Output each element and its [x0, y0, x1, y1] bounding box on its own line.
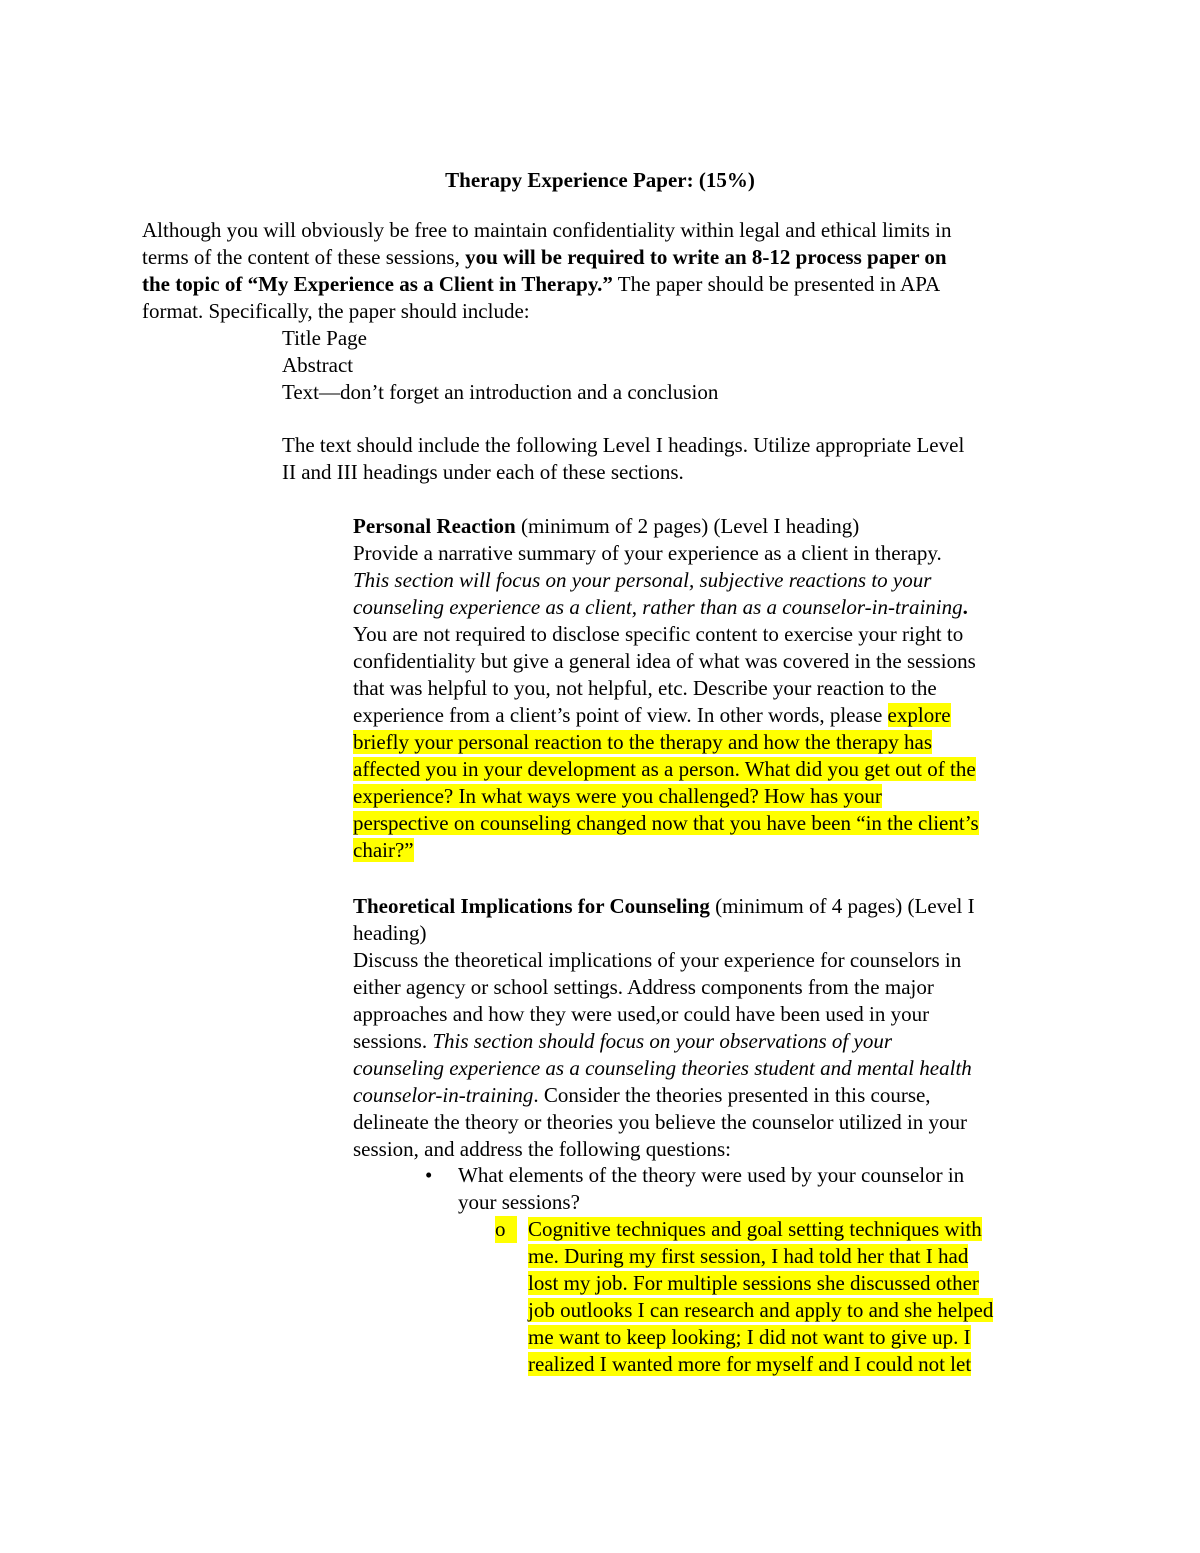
highlighted-text: explore	[887, 703, 951, 727]
section-line: Provide a narrative summary of your experience as a client in therapy.	[353, 541, 942, 565]
section-line	[353, 783, 1065, 810]
circle-bullet-icon: o	[495, 1216, 517, 1243]
question-line: What elements of the theory were used by your counselor in	[458, 1163, 965, 1187]
intro-bold-text: the topic of “My Experience as a Client in Therapy.”	[142, 272, 613, 296]
document-title: Therapy Experience Paper: (15%)	[445, 168, 755, 192]
question-line: your sessions?	[458, 1190, 580, 1214]
intro-paragraph	[142, 217, 1062, 325]
intro-line	[142, 244, 1062, 271]
italic-text: This section will focus on your personal, subjective reactions to your	[353, 568, 932, 592]
section-line	[353, 756, 1065, 783]
intro-line: format. Specifically, the paper should include:	[142, 299, 530, 323]
section-line	[353, 567, 1065, 594]
intro-line: Although you will obviously be free to maintain confidentiality within legal and ethical limits in	[142, 218, 952, 242]
section-line	[353, 1082, 1065, 1109]
highlighted-text: me. During my first session, I had told her that I had	[528, 1244, 969, 1268]
section-line: approaches and how they were used,or could have been used in your	[353, 1002, 930, 1026]
section-personal-reaction	[353, 513, 1065, 864]
section-heading-rest: (minimum of 4 pages) (Level I	[709, 894, 975, 918]
include-item-abstract: Abstract	[282, 353, 354, 377]
headings-note	[282, 432, 1062, 486]
section-line: You are not required to disclose specific content to exercise your right to	[353, 622, 964, 646]
italic-text: This section should focus on your observations of your	[432, 1029, 893, 1053]
plain-text: experience from a client’s point of view. In other words, please	[353, 703, 888, 727]
highlighted-text: realized I wanted more for myself and I could not let	[528, 1352, 972, 1376]
highlighted-text: briefly your personal reaction to the therapy and how the therapy has	[353, 730, 933, 754]
highlighted-text: me want to keep looking; I did not want to give up. I	[528, 1325, 971, 1349]
answer-line	[528, 1270, 1063, 1297]
italic-text: counseling experience as a counseling theories student and mental health	[353, 1056, 972, 1080]
section-line: that was helpful to you, not helpful, etc. Describe your reaction to the	[353, 676, 937, 700]
italic-text: counseling experience as a client, rather than as a counselor-in-training	[353, 595, 963, 619]
plain-text: sessions.	[353, 1029, 433, 1053]
section-line: confidentiality but give a general idea of what was covered in the sessions	[353, 649, 976, 673]
intro-line	[142, 271, 1062, 298]
intro-text: terms of the content of these sessions,	[142, 245, 466, 269]
answer-line	[528, 1216, 1063, 1243]
question-text	[458, 1162, 1058, 1216]
answer-line	[528, 1243, 1063, 1270]
answer-line	[528, 1324, 1063, 1351]
highlighted-text: Cognitive techniques and goal setting techniques with	[528, 1217, 982, 1241]
section-line	[353, 1055, 1065, 1082]
answer-text	[528, 1216, 1063, 1378]
section-line: delineate the theory or theories you believe the counselor utilized in your	[353, 1110, 968, 1134]
highlighted-text: chair?”	[353, 838, 414, 862]
answer-line	[528, 1297, 1063, 1324]
intro-bold-text: you will be required to write an 8-12 process paper on	[465, 245, 947, 269]
headings-note-line: The text should include the following Level I headings. Utilize appropriate Level	[282, 433, 965, 457]
section-line	[353, 594, 1065, 621]
bullet-icon: •	[425, 1163, 433, 1187]
section-line	[353, 810, 1065, 837]
section-line: session, and address the following questions:	[353, 1137, 731, 1161]
highlighted-text: lost my job. For multiple sessions she discussed other	[528, 1271, 979, 1295]
section-line: Discuss the theoretical implications of your experience for counselors in	[353, 948, 962, 972]
plain-text: . Consider the theories presented in this course,	[533, 1083, 931, 1107]
headings-note-line: II and III headings under each of these sections.	[282, 460, 684, 484]
include-list	[282, 325, 1062, 406]
intro-text: The paper should be presented in APA	[612, 272, 941, 296]
section-theoretical-implications	[353, 893, 1065, 1163]
highlighted-text: job outlooks I can research and apply to and she helped	[528, 1298, 994, 1322]
include-item-title-page: Title Page	[282, 326, 367, 350]
section-heading-cont: heading)	[353, 921, 427, 945]
section-heading-rest: (minimum of 2 pages) (Level I heading)	[515, 514, 860, 538]
section-line	[353, 837, 1065, 864]
include-item-text: Text—don’t forget an introduction and a conclusion	[282, 380, 719, 404]
section-heading	[353, 893, 1065, 920]
highlighted-text: experience? In what ways were you challenged? How has your	[353, 784, 882, 808]
answer-line	[528, 1351, 1063, 1378]
section-heading	[353, 513, 1065, 540]
section-heading-bold: Personal Reaction	[353, 514, 516, 538]
section-line	[353, 702, 1065, 729]
highlighted-text: affected you in your development as a person. What did you get out of the	[353, 757, 976, 781]
section-line: either agency or school settings. Address components from the major	[353, 975, 934, 999]
section-heading-bold: Theoretical Implications for Counseling	[353, 894, 710, 918]
section-line	[353, 1028, 1065, 1055]
period: .	[962, 595, 968, 619]
italic-text: counselor-in-training	[353, 1083, 534, 1107]
section-line	[353, 729, 1065, 756]
highlighted-text: perspective on counseling changed now that you have been “in the client’s	[353, 811, 979, 835]
